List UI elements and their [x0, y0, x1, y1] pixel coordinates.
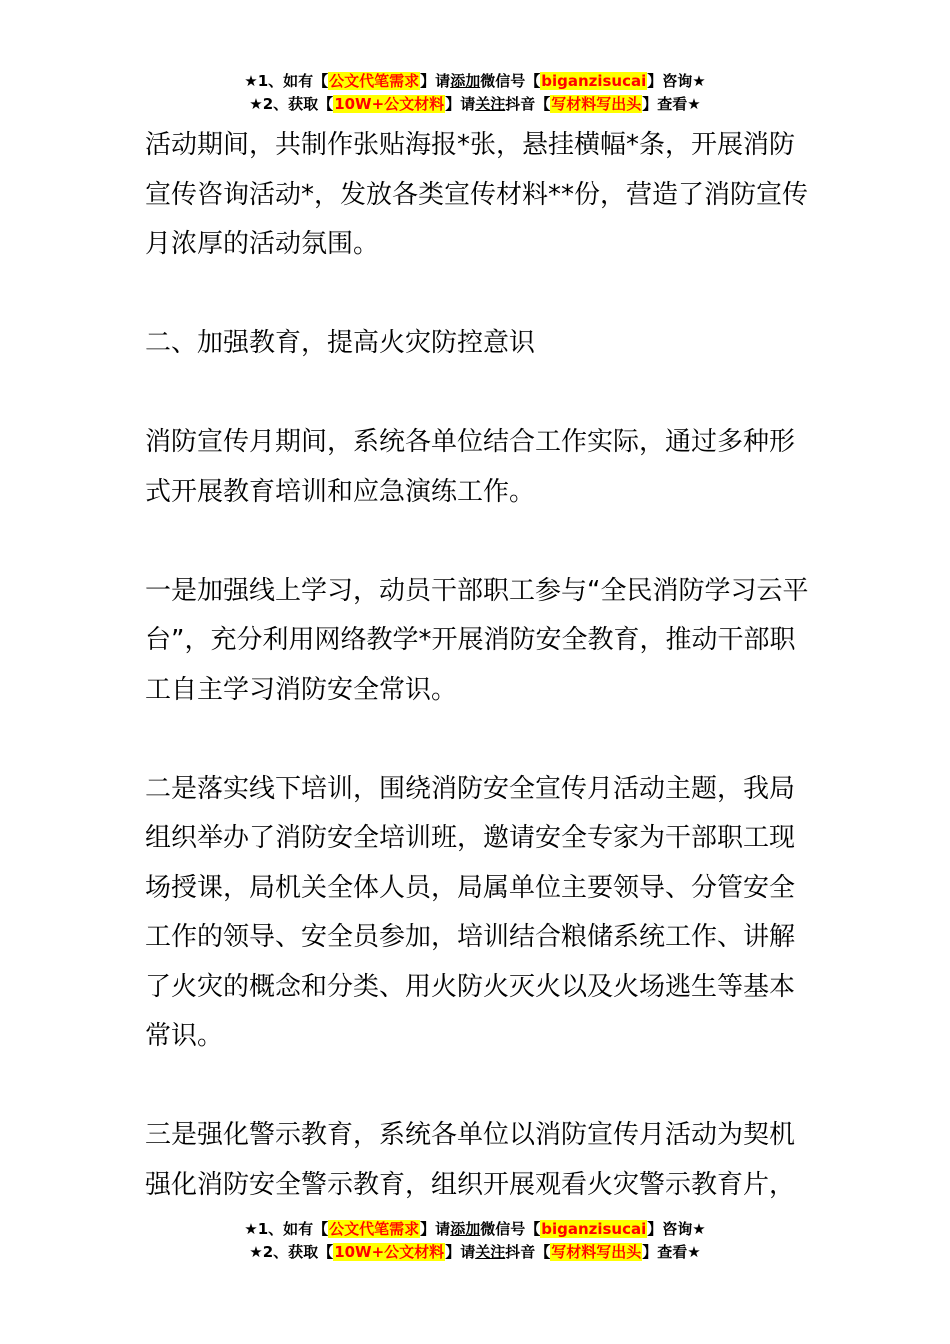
- paragraph: 一是加强线上学习，动员干部职工参与“全民消防学习云平台”，充分利用网络教学*开展消防安全教育，推动干部职工自主学习消防安全常识。: [145, 575, 809, 705]
- paragraph-gap: [145, 715, 810, 765]
- banner-underline: 关注: [475, 95, 506, 113]
- banner-text: 微信号【: [480, 1220, 541, 1238]
- banner-underline: 关注: [475, 1243, 506, 1261]
- banner-highlight: 写材料写出头: [551, 1243, 642, 1261]
- banner-text: 】请: [445, 1243, 476, 1261]
- banner-text: 】查看★: [642, 95, 701, 113]
- paragraph-gap: [145, 270, 810, 320]
- banner-text: ★2、获取【: [249, 1243, 334, 1261]
- banner-line-1: [0, 70, 950, 93]
- banner-text: 抖音【: [505, 95, 551, 113]
- footer-banner: [0, 1218, 950, 1264]
- paragraph: 三是强化警示教育，系统各单位以消防宣传月活动为契机强化消防安全警示教育，组织开展观看火灾警示教育片，: [145, 1120, 796, 1200]
- banner-highlight: 写材料写出头: [551, 95, 642, 113]
- banner-text: 】咨询★: [647, 72, 706, 90]
- banner-underline: 添加: [450, 1220, 481, 1238]
- banner-highlight: 10W+公文材料: [334, 1243, 445, 1261]
- paragraph-gap: [145, 1062, 810, 1112]
- banner-text: 微信号【: [480, 72, 541, 90]
- banner-text: 】咨询★: [647, 1220, 706, 1238]
- banner-line-1: [0, 1218, 950, 1241]
- banner-highlight: 10W+公文材料: [334, 95, 445, 113]
- paragraph: 消防宣传月期间，系统各单位结合工作实际，通过多种形式开展教育培训和应急演练工作。: [145, 427, 796, 507]
- banner-line-2: [0, 93, 950, 116]
- banner-highlight: biganzisucai: [541, 1220, 647, 1238]
- paragraph: 二是落实线下培训，围绕消防安全宣传月活动主题，我局组织举办了消防安全培训班，邀请安全专家为干部职工现场授课，局机关全体人员，局属单位主要领导、分管安全工作的领导、安全员参加，培训结合粮储系统工作、讲解了火灾的概念和分类、用火防火灭火以及火场逃生等基本常识。: [145, 773, 796, 1051]
- paragraph-gap: [145, 517, 810, 567]
- document-body: [145, 121, 810, 1210]
- paragraph-gap: [145, 369, 810, 419]
- banner-line-2: [0, 1241, 950, 1264]
- banner-text: 】请: [445, 95, 476, 113]
- banner-text: 】查看★: [642, 1243, 701, 1261]
- paragraph: 活动期间，共制作张贴海报*张，悬挂横幅*条，开展消防宣传咨询活动*，发放各类宣传材料**份，营造了消防宣传月浓厚的活动氛围。: [145, 130, 809, 259]
- banner-text: 】请: [420, 72, 451, 90]
- banner-text: ★2、获取【: [249, 95, 334, 113]
- banner-text: ★1、如有【: [244, 72, 329, 90]
- banner-highlight: 公文代笔需求: [329, 72, 420, 90]
- header-banner: [0, 70, 950, 116]
- banner-highlight: biganzisucai: [541, 72, 647, 90]
- section-heading: 二、加强教育，提高火灾防控意识: [145, 328, 536, 358]
- banner-text: ★1、如有【: [244, 1220, 329, 1238]
- banner-underline: 添加: [450, 72, 481, 90]
- banner-text: 】请: [420, 1220, 451, 1238]
- banner-highlight: 公文代笔需求: [329, 1220, 420, 1238]
- banner-text: 抖音【: [505, 1243, 551, 1261]
